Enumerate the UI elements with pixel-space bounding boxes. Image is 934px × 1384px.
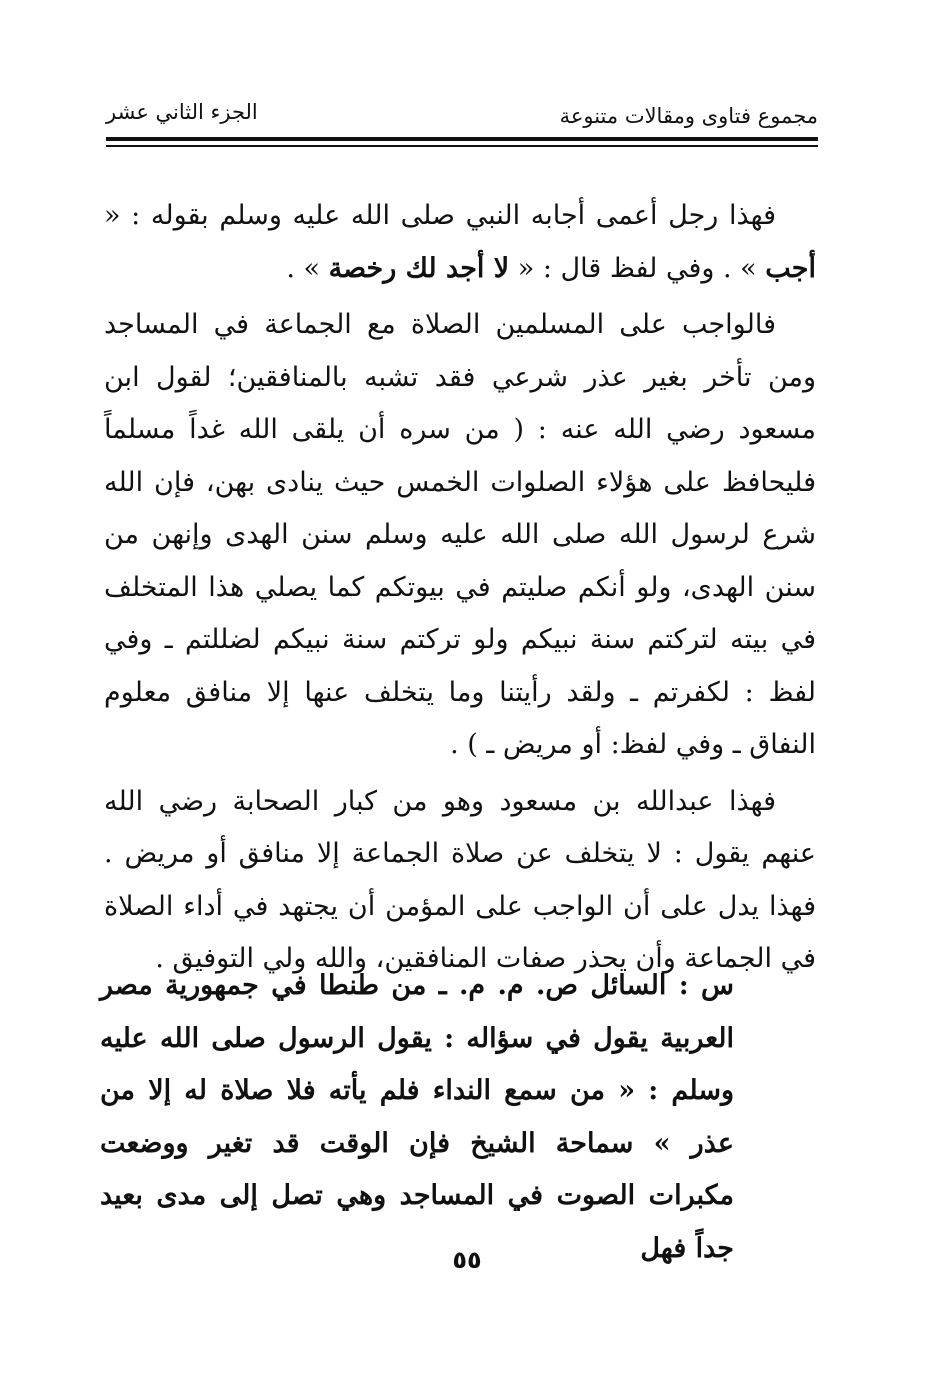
- paragraph-3: فهذا عبدالله بن مسعود وهو من كبار الصحابة رضي الله عنهم يقول : لا يتخلف عن صلاة الجماعة إلا منافق أو مريض . فهذا يدل على أن الواجب على المؤمن أن يجتهد في أداء الصلاة في الجماعة وأن يحذر صفات المنافقين، والله ولي التوفيق .: [104, 785, 816, 974]
- paragraph-1-bold-quote-1: أجب: [765, 252, 816, 284]
- paragraph-1-text-c: » .: [286, 252, 329, 284]
- volume-title: الجزء الثاني عشر: [106, 100, 258, 124]
- header-rule-thin: [106, 145, 818, 147]
- series-title: مجموع فتاوى ومقالات متنوعة: [559, 104, 818, 128]
- question-paragraph: س : السائل ص. م. م. ـ من طنطا في جمهورية مصر العربية يقول في سؤاله : يقول الرسول صلى الله عليه وسلم : « من سمع النداء فلم يأته فلا صلاة له إلا من عذر » سماحة الشيخ فإن الوقت قد تغير ووضعت مكبرات الصوت في المساجد وهي تصل إلى مدى بعيد جداً فهل: [100, 970, 734, 1264]
- body-text: [104, 190, 816, 986]
- paragraph-1: [104, 190, 816, 295]
- paragraph-1-text-b: » . وفي لفظ قال : «: [509, 252, 766, 284]
- header-rule-thick: [106, 137, 818, 141]
- paragraph-1-text-a: فهذا رجل أعمى أجابه النبي صلى الله عليه وسلم بقوله : «: [104, 200, 776, 231]
- paragraph-2: فالواجب على المسلمين الصلاة مع الجماعة في المساجد ومن تأخر بغير عذر شرعي فقد تشبه بالمنافقين؛ لقول ابن مسعود رضي الله عنه : ( من سره أن يلقى الله غداً مسلماً فليحافظ على هؤلاء الصلوات الخمس حيث ينادى بهن، فإن الله شرع لرسول الله صلى الله عليه وسلم سنن الهدى وإنهن من سنن الهدى، ولو أنكم صليتم في بيوتكم كما يصلي هذا المتخلف في بيته لتركتم سنة نبيكم ولو تركتم سنة نبيكم لضللتم ـ وفي لفظ : لكفرتم ـ ولقد رأيتنا وما يتخلف عنها إلا منافق معلوم النفاق ـ وفي لفظ: أو مريض ـ ) .: [104, 309, 816, 760]
- running-header: [106, 100, 818, 136]
- paragraph-1-bold-quote-2: لا أجد لك رخصة: [328, 252, 510, 284]
- page-number: ٥٥: [452, 1246, 482, 1274]
